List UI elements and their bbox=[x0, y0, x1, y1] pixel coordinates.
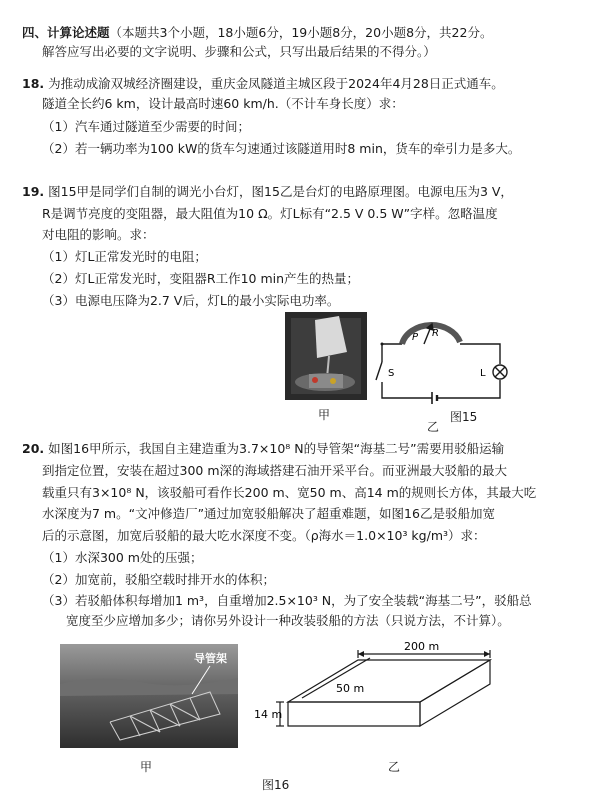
q19-text-1: 图15甲是同学们自制的调光小台灯，图15乙是台灯的电路原理图。电源电压为3 V， bbox=[48, 184, 513, 199]
label-P: P bbox=[412, 332, 419, 343]
q18-number: 18. bbox=[22, 76, 45, 91]
q19-line-3: 对电阻的影响。求： bbox=[42, 227, 155, 242]
jacket-label: 导管架 bbox=[194, 652, 227, 665]
q20-part-1: （1）水深300 m处的压强； bbox=[42, 550, 203, 565]
fig15-caption: 图15 bbox=[450, 410, 478, 424]
box-right-face bbox=[420, 660, 490, 726]
q18-line-1 bbox=[22, 75, 504, 93]
q20-part-2: （2）加宽前，驳船空载时排开水的体积； bbox=[42, 572, 275, 587]
width-label: 50 m bbox=[336, 682, 365, 695]
q18-part-2: （2）若一辆功率为100 kW的货车匀速通过该隧道用时8 min，货车的牵引力是多大。 bbox=[42, 141, 521, 156]
box-front-face bbox=[288, 702, 420, 726]
section-header bbox=[22, 24, 492, 42]
q19-number: 19. bbox=[22, 184, 45, 199]
fig16-caption: 图16 bbox=[262, 778, 290, 792]
fig16-label-b: 乙 bbox=[388, 760, 401, 774]
circuit-diagram bbox=[372, 314, 512, 414]
label-L: L bbox=[480, 368, 486, 379]
q19-line-2: R是调节亮度的变阻器，最大阻值为10 Ω。灯L标有“2.5 V 0.5 W”字样。忽略温度 bbox=[42, 206, 498, 221]
switch-blade bbox=[376, 362, 382, 380]
q20-line-1 bbox=[22, 440, 504, 458]
barge-box-diagram bbox=[254, 640, 558, 750]
q20-text-1: 如图16甲所示，我国自主建造重为3.7×10⁸ N的导管架“海基二号”需要用驳船运输 bbox=[48, 441, 505, 456]
q19-line-1 bbox=[22, 183, 513, 201]
section-heading: 四、计算论述题 bbox=[22, 25, 110, 40]
lamp-photo bbox=[285, 312, 367, 400]
q20-part-3-cont: 宽度至少应增加多少；请你另外设计一种改装驳船的方法（只说方法，不计算）。 bbox=[66, 613, 510, 628]
fig15-label-a: 甲 bbox=[318, 408, 331, 422]
q18-line-2: 隧道全长约6 km，设计最高时速60 km/h.（不计车身长度）求： bbox=[42, 96, 404, 111]
q20-line-2: 到指定位置，安装在超过300 m深的海域搭建石油开采平台。而亚洲最大驳船的最大 bbox=[42, 463, 508, 478]
q18-text-1: 为推动成渝双城经济圈建设，重庆金凤隧道主城区段于2024年4月28日正式通车。 bbox=[48, 76, 504, 91]
height-label: 14 m bbox=[254, 708, 283, 721]
q19-part-2: （2）灯L正常发光时，变阻器R工作10 min产生的热量； bbox=[42, 271, 360, 286]
q20-line-5: 后的示意图，加宽后驳船的最大吃水深度不变。（ρ海水＝1.0×10³ kg/m³）求： bbox=[42, 528, 486, 543]
section-description: （本题共3个小题，18小题6分，19小题8分，20小题8分，共22分。 bbox=[109, 25, 493, 40]
q20-number: 20. bbox=[22, 441, 45, 456]
label-R: R bbox=[432, 328, 439, 339]
length-label: 200 m bbox=[404, 640, 440, 653]
barge-photo bbox=[60, 644, 238, 748]
q18-part-1: （1）汽车通过隧道至少需要的时间； bbox=[42, 119, 250, 134]
q20-part-3: （3）若驳船体积每增加1 m³，自重增加2.5×10³ N，为了安全装载“海基二号”，驳船总 bbox=[42, 593, 532, 608]
q19-part-3: （3）电源电压降为2.7 V后，灯L的最小实际电功率。 bbox=[42, 293, 340, 308]
fig16-label-a: 甲 bbox=[140, 760, 153, 774]
fig15-label-b: 乙 bbox=[427, 420, 440, 434]
section-description-2: 解答应写出必要的文字说明、步骤和公式，只写出最后结果的不得分。） bbox=[42, 44, 436, 59]
q20-line-3: 载重只有3×10⁸ N，该驳船可看作长200 m、宽50 m、高14 m的规则长方体，其最大吃 bbox=[42, 485, 537, 500]
box-top-face bbox=[288, 660, 490, 702]
label-S: S bbox=[388, 368, 395, 379]
q19-part-1: （1）灯L正常发光时的电阻； bbox=[42, 249, 207, 264]
q20-line-4: 水深度为7 m。“文冲修造厂”通过加宽驳船解决了超重难题，如图16乙是驳船加宽 bbox=[42, 506, 495, 521]
